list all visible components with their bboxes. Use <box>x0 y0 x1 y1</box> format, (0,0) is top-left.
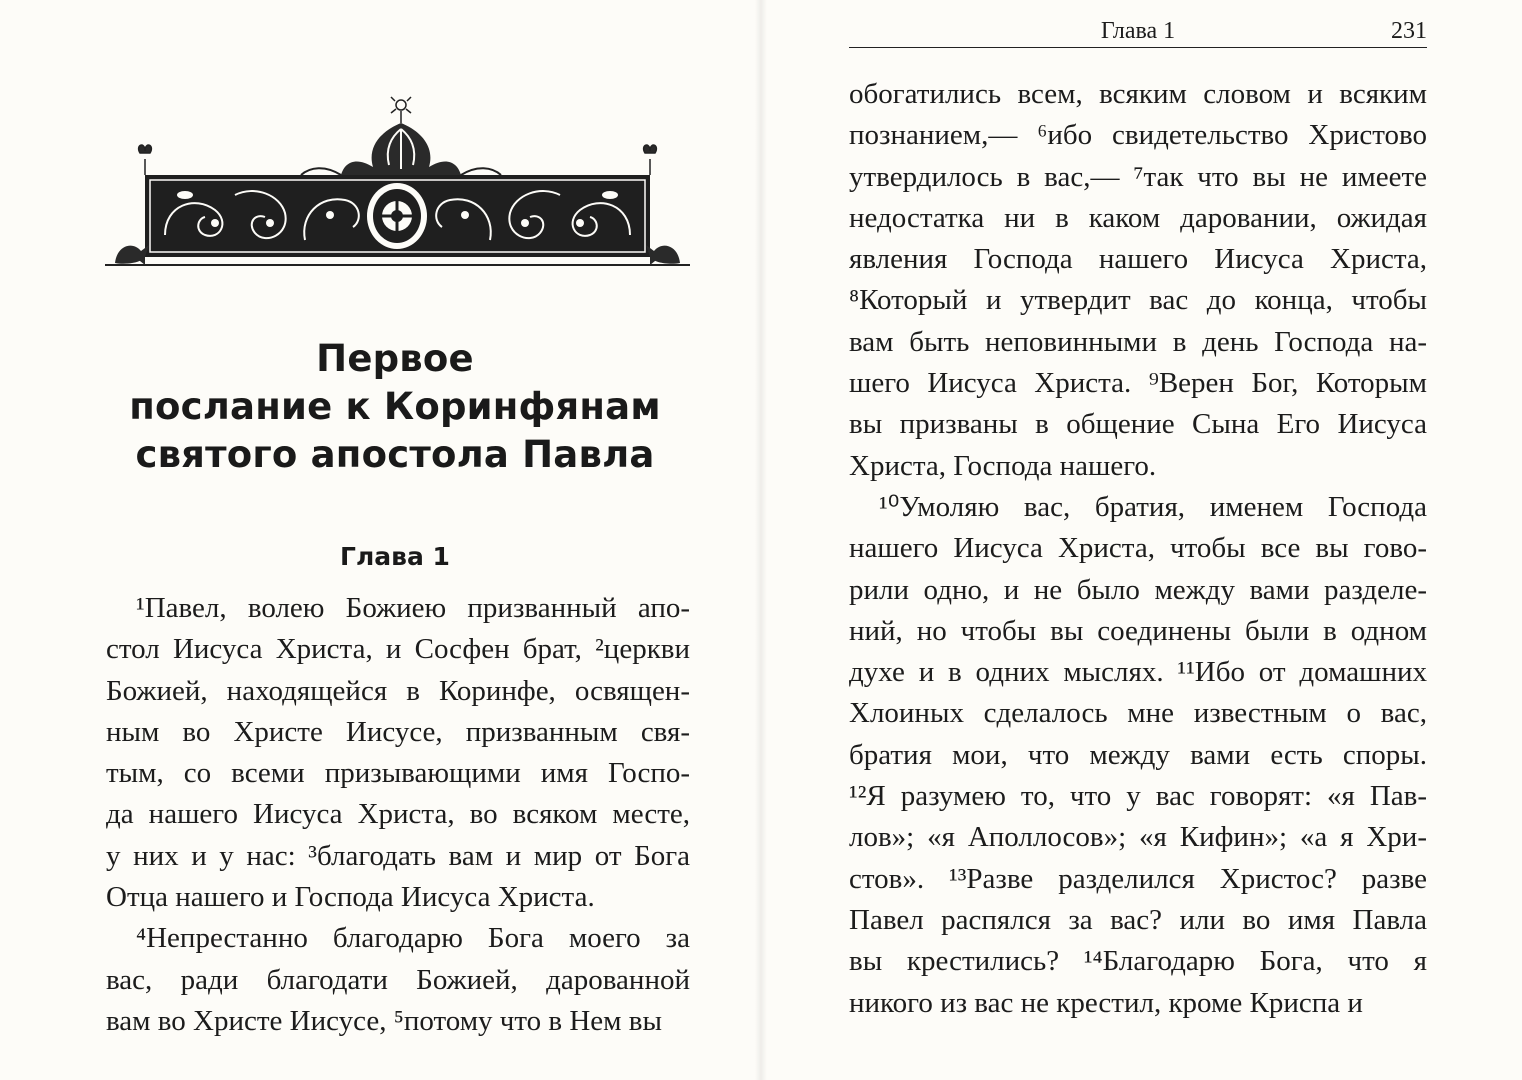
chapter-heading: Глава 1 <box>340 542 450 571</box>
text-line: Отца нашего и Господа Иисуса Христа. <box>106 881 595 914</box>
text-line: ний, но чтобы вы соединены были в одном <box>849 614 1427 647</box>
book-title <box>60 335 730 479</box>
text-line: познанием,— ⁶ибо свидетельство Христово <box>849 119 1427 152</box>
text-line: стов». ¹³Разве разделился Христос? разве <box>849 862 1427 895</box>
header-rule <box>849 47 1427 48</box>
text-line: вас, ради благодати Божией, дарованной <box>106 963 690 996</box>
running-header-chapter: Глава 1 <box>1100 18 1176 44</box>
text-line: лов»; «я Аполлосов»; «я Кифин»; «а я Хри- <box>849 821 1427 854</box>
text-line: да нашего Иисуса Христа, во всяком месте, <box>106 798 690 831</box>
text-line: ⁴Непрестанно благодарю Бога моего за <box>136 922 690 955</box>
text-line: никого из вас не крестил, кроме Криспа и <box>849 986 1363 1019</box>
book-title-line: послание к Коринфянам <box>129 385 661 428</box>
running-header <box>849 14 1427 48</box>
book-title-line: святого апостола Павла <box>135 433 655 476</box>
text-line: братия мои, что между вами есть споры. <box>849 738 1427 771</box>
text-line: утвердилось в вас,— ⁷так что вы не имеете <box>849 160 1427 193</box>
page-number: 231 <box>1391 18 1427 44</box>
text-line: духе и в одних мыслях. ¹¹Ибо от домашних <box>849 656 1427 689</box>
text-line: шего Иисуса Христа. ⁹Верен Бог, Которым <box>849 367 1427 400</box>
text-line: ным во Христе Иисусе, призванным свя- <box>106 715 690 748</box>
text-line: вам быть неповинными в день Господа на- <box>849 325 1427 358</box>
book-title-line: Первое <box>316 337 474 380</box>
text-line: Христа, Господа нашего. <box>849 449 1157 482</box>
text-line: Павел распялся за вас? или во имя Павла <box>849 903 1427 936</box>
text-line: обогатились всем, всяким словом и всяким <box>849 78 1427 110</box>
text-line: ¹²Я разумею то, что у вас говорят: «я Пав- <box>849 780 1427 813</box>
text-line: нашего Иисуса Христа, чтобы все вы гово- <box>849 532 1427 565</box>
ornamental-headpiece-icon <box>105 95 690 275</box>
text-line: Хлоиных сделалось мне известным о вас, <box>849 697 1427 730</box>
text-line: Божией, находящейся в Коринфе, освящен- <box>106 674 690 707</box>
text-line: вам во Христе Иисусе, ⁵потому что в Нем вы <box>106 1004 662 1037</box>
text-line: стол Иисуса Христа, и Сосфен брат, ²церкви <box>106 633 690 666</box>
text-line: вы призваны в общение Сына Его Иисуса <box>849 408 1427 441</box>
right-page-text <box>849 74 1427 1024</box>
text-line: вы крестились? ¹⁴Благодарю Бога, что я <box>849 945 1427 978</box>
left-page-text <box>106 588 690 1042</box>
text-line: тым, со всеми призывающими имя Госпо- <box>106 757 690 790</box>
text-line: ¹Павел, волею Божиею призванный апо- <box>136 592 690 624</box>
text-line: ⁸Который и утвердит вас до конца, чтобы <box>849 284 1427 317</box>
text-line: явления Господа нашего Иисуса Христа, <box>849 243 1427 276</box>
text-line: рили одно, и не было между вами разделе- <box>849 573 1427 606</box>
text-line: у них и у нас: ³благодать вам и мир от Бога <box>106 839 690 872</box>
text-line: ¹⁰Умоляю вас, братия, именем Господа <box>879 490 1427 523</box>
text-line: недостатка ни в каком даровании, ожидая <box>849 201 1427 234</box>
